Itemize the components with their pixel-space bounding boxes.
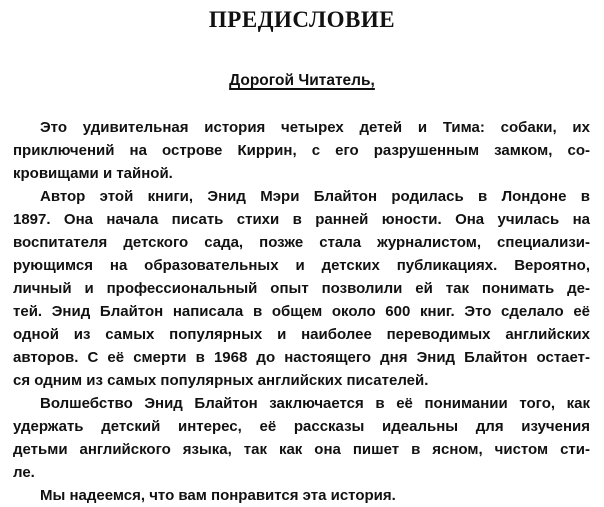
paragraph-line: детьми английского языка, так как она пишет в ясном, чистом сти-	[13, 441, 590, 458]
page-title: ПРЕДИСЛОВИЕ	[208, 7, 396, 32]
paragraph-line: Мы надеемся, что вам понравится эта история.	[40, 487, 396, 504]
salutation	[0, 71, 604, 91]
paragraph-line: воспитателя детского сада, позже стала журналистом, специализи-	[13, 234, 590, 251]
paragraph-line: личный и профессиональный опыт позволили ей так понимать де-	[13, 280, 590, 297]
paragraph-line: авторов. С её смерти в 1968 до настоящего дня Энид Блайтон остает-	[13, 349, 590, 366]
paragraph-line: Волшебство Энид Блайтон заключается в её понимании того, как	[40, 395, 590, 412]
paragraph-line: тей. Энид Блайтон написала в общем около 600 книг. Это сделало её	[13, 303, 590, 320]
paragraph-line: одной из самых популярных и наиболее переводимых английских	[13, 326, 590, 343]
paragraph-line: Это удивительная история четырех детей и Тима: собаки, их	[40, 119, 590, 136]
paragraph-line: приключений на острове Киррин, с его разрушенным замком, со-	[13, 142, 590, 159]
paragraph-line: 1897. Она начала писать стихи в ранней юности. Она училась на	[13, 211, 590, 228]
paragraph-line: рующимся на образовательных и детских публикациях. Вероятно,	[13, 257, 590, 274]
paragraph-2	[13, 185, 590, 392]
body-text	[13, 116, 590, 507]
paragraph-3	[13, 392, 590, 484]
paragraph-line: ле.	[13, 464, 35, 481]
paragraph-line: удержать детский интерес, её рассказы идеальны для изучения	[13, 418, 590, 435]
paragraph-line: Автор этой книги, Энид Мэри Блайтон родилась в Лондоне в	[40, 188, 590, 205]
paragraph-line: кровищами и тайной.	[13, 165, 173, 182]
paragraph-4	[13, 484, 590, 507]
paragraph-line: ся одним из самых популярных английских писателей.	[13, 372, 429, 389]
paragraph-1	[13, 116, 590, 185]
salutation-text: Дорогой Читатель,	[229, 72, 375, 89]
